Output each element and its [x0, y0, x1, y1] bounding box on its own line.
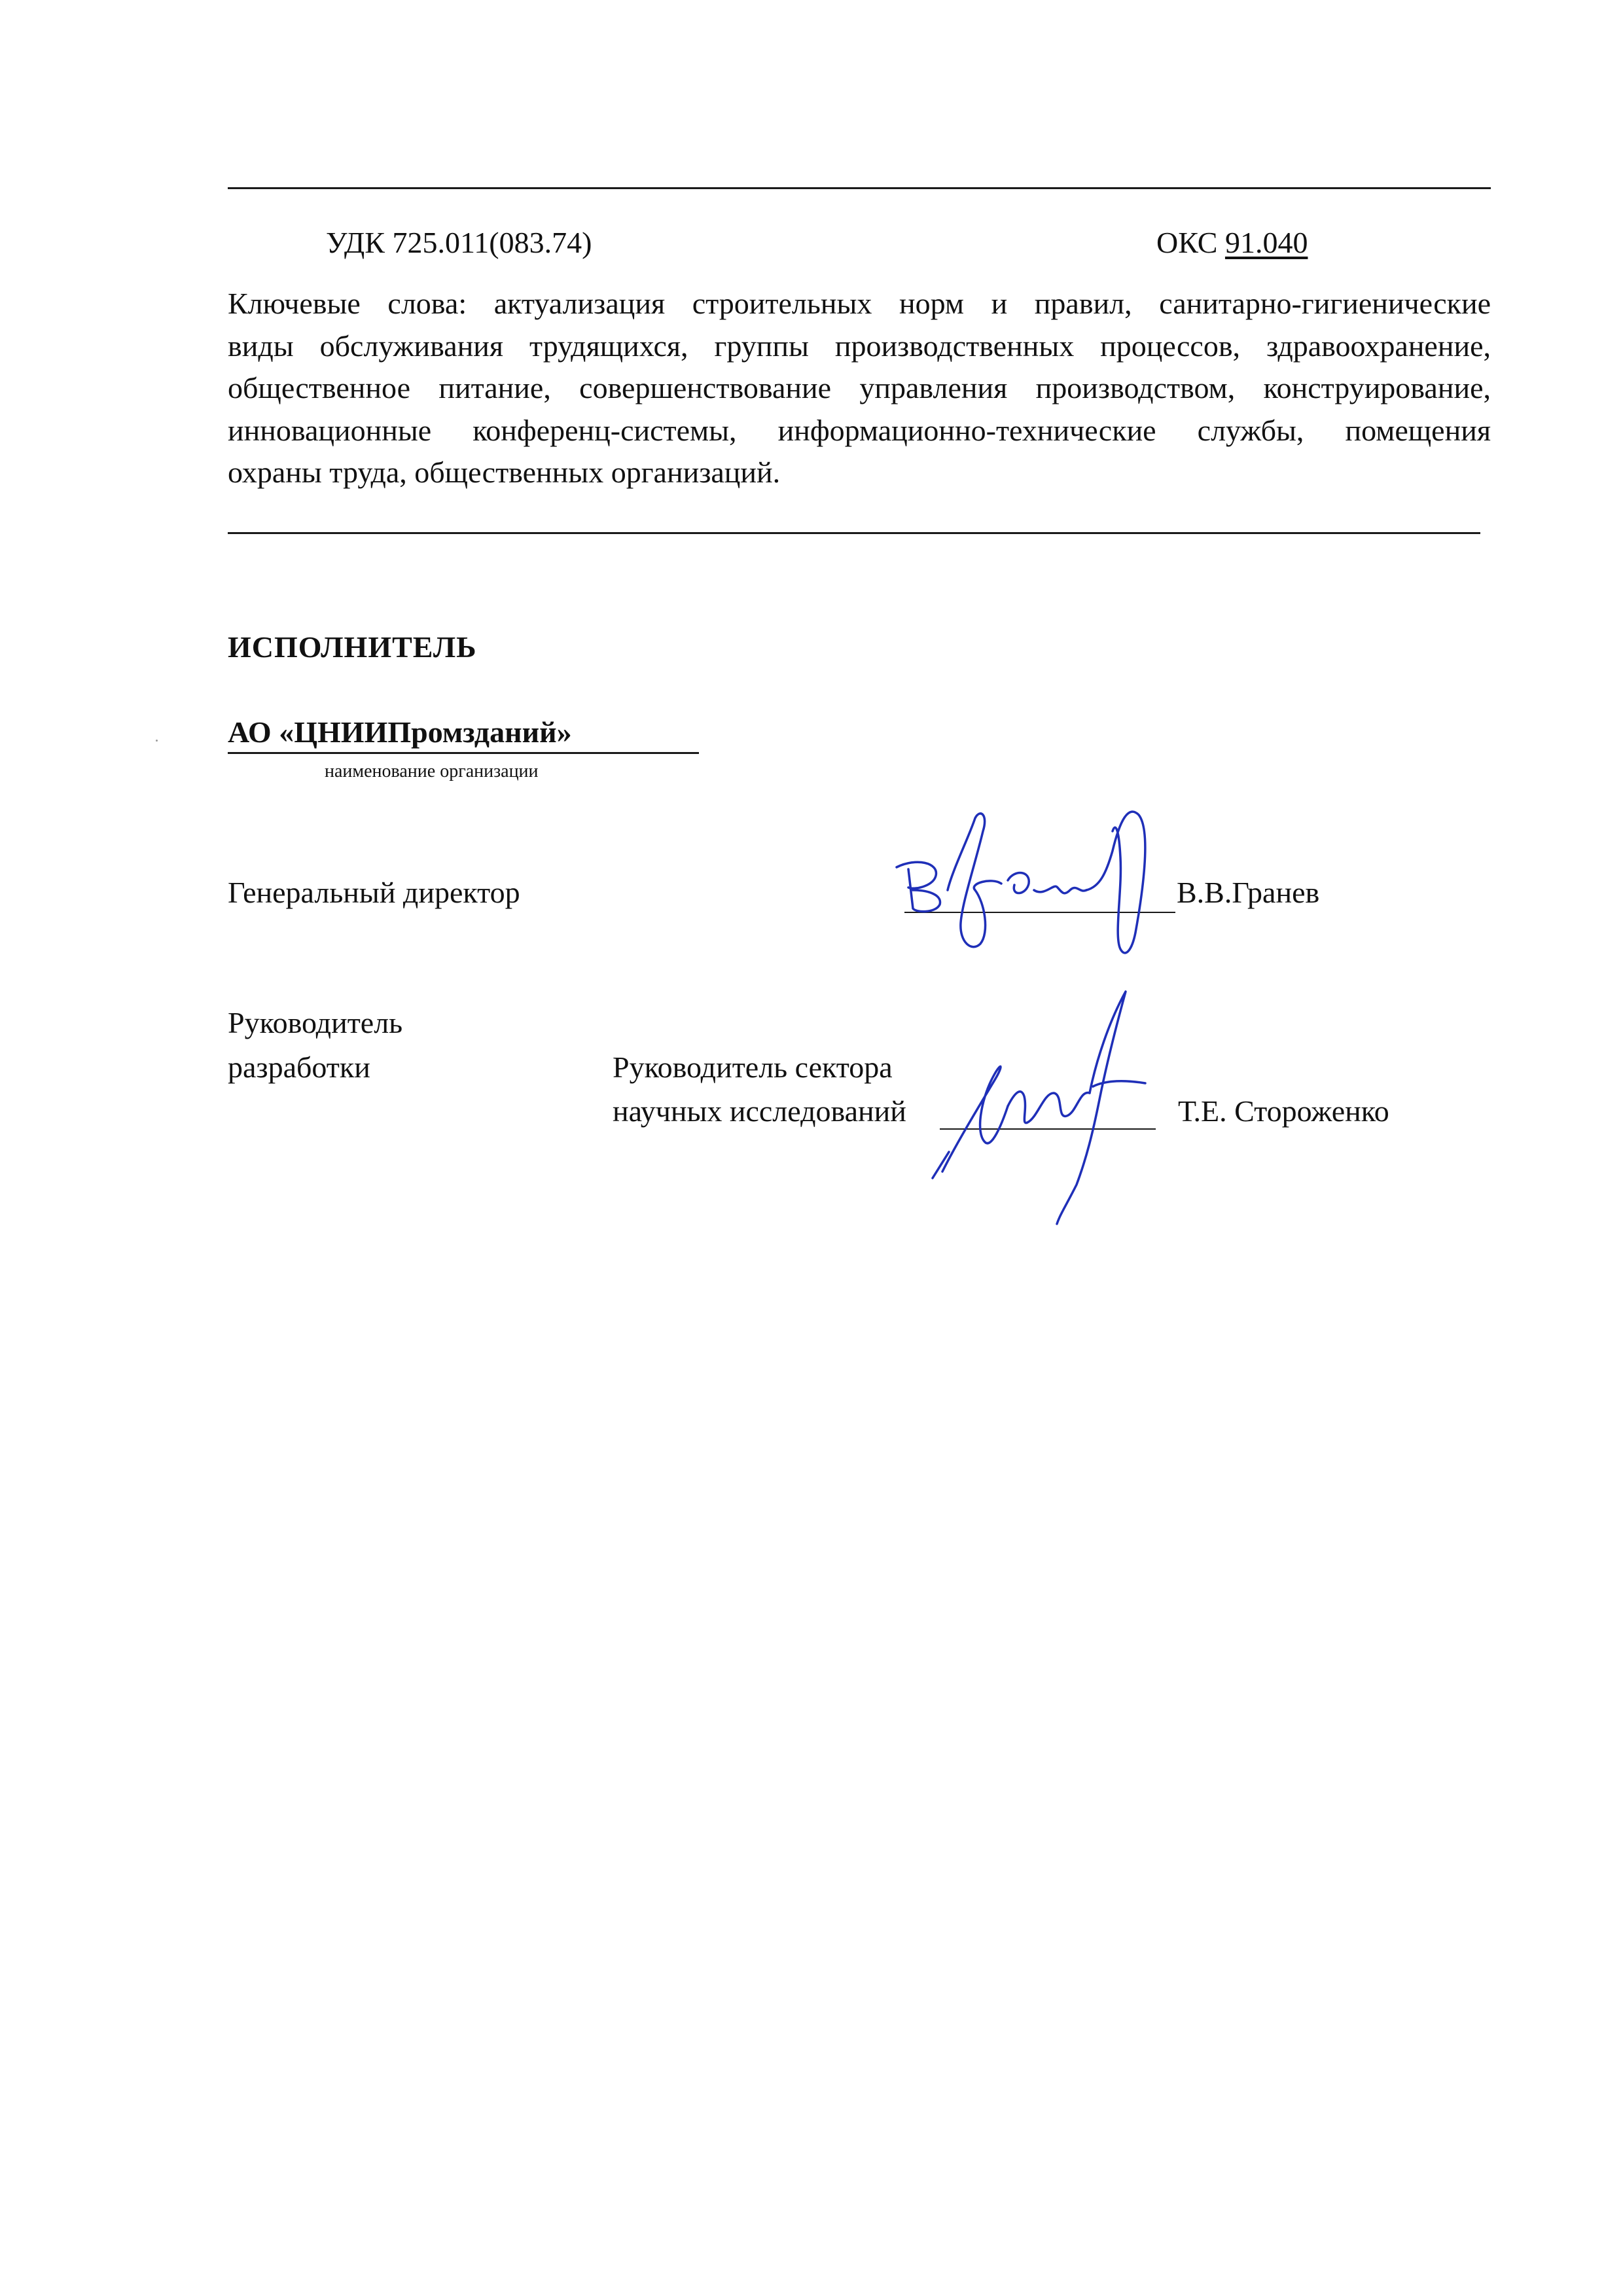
organization-name: АО «ЦНИИПромзданий»	[228, 715, 572, 749]
oks-code	[1156, 228, 1308, 258]
organization-underline	[228, 752, 699, 754]
sector-head-name: Т.Е. Стороженко	[1178, 1094, 1389, 1128]
keywords-block	[228, 283, 1491, 494]
top-rule	[228, 187, 1491, 189]
sector-title-line2: научных исследований	[613, 1094, 906, 1128]
lead-title-line1: Руководитель	[228, 1006, 403, 1039]
udk-code: УДК 725.011(083.74)	[326, 226, 592, 259]
sector-signature	[929, 982, 1191, 1230]
oks-number: 91.040	[1224, 226, 1308, 259]
director-title: Генеральный директор	[228, 876, 520, 909]
keywords-line: охраны труда, общественных организаций.	[228, 456, 781, 489]
organization-caption: наименование организации	[325, 761, 539, 781]
director-signature	[877, 792, 1191, 969]
keywords-line: общественное питание, совершенствование управления производством, конструирование,	[228, 371, 1491, 404]
scan-speck	[156, 740, 158, 742]
oks-prefix: ОКС	[1156, 226, 1225, 259]
sector-title-line1: Руководитель сектора	[613, 1050, 893, 1084]
keywords-line: инновационные конференц-системы, информационно-технические службы, помещения	[228, 413, 1491, 447]
bottom-rule	[228, 532, 1480, 534]
keywords-line: виды обслуживания трудящихся, группы производственных процессов, здравоохранение,	[228, 329, 1491, 363]
keywords-line: Ключевые слова: актуализация строительных норм и правил, санитарно-гигиенические	[228, 287, 1491, 320]
lead-title-line2: разработки	[228, 1050, 370, 1084]
executor-heading: ИСПОЛНИТЕЛЬ	[228, 630, 477, 664]
director-name: В.В.Гранев	[1177, 876, 1320, 909]
